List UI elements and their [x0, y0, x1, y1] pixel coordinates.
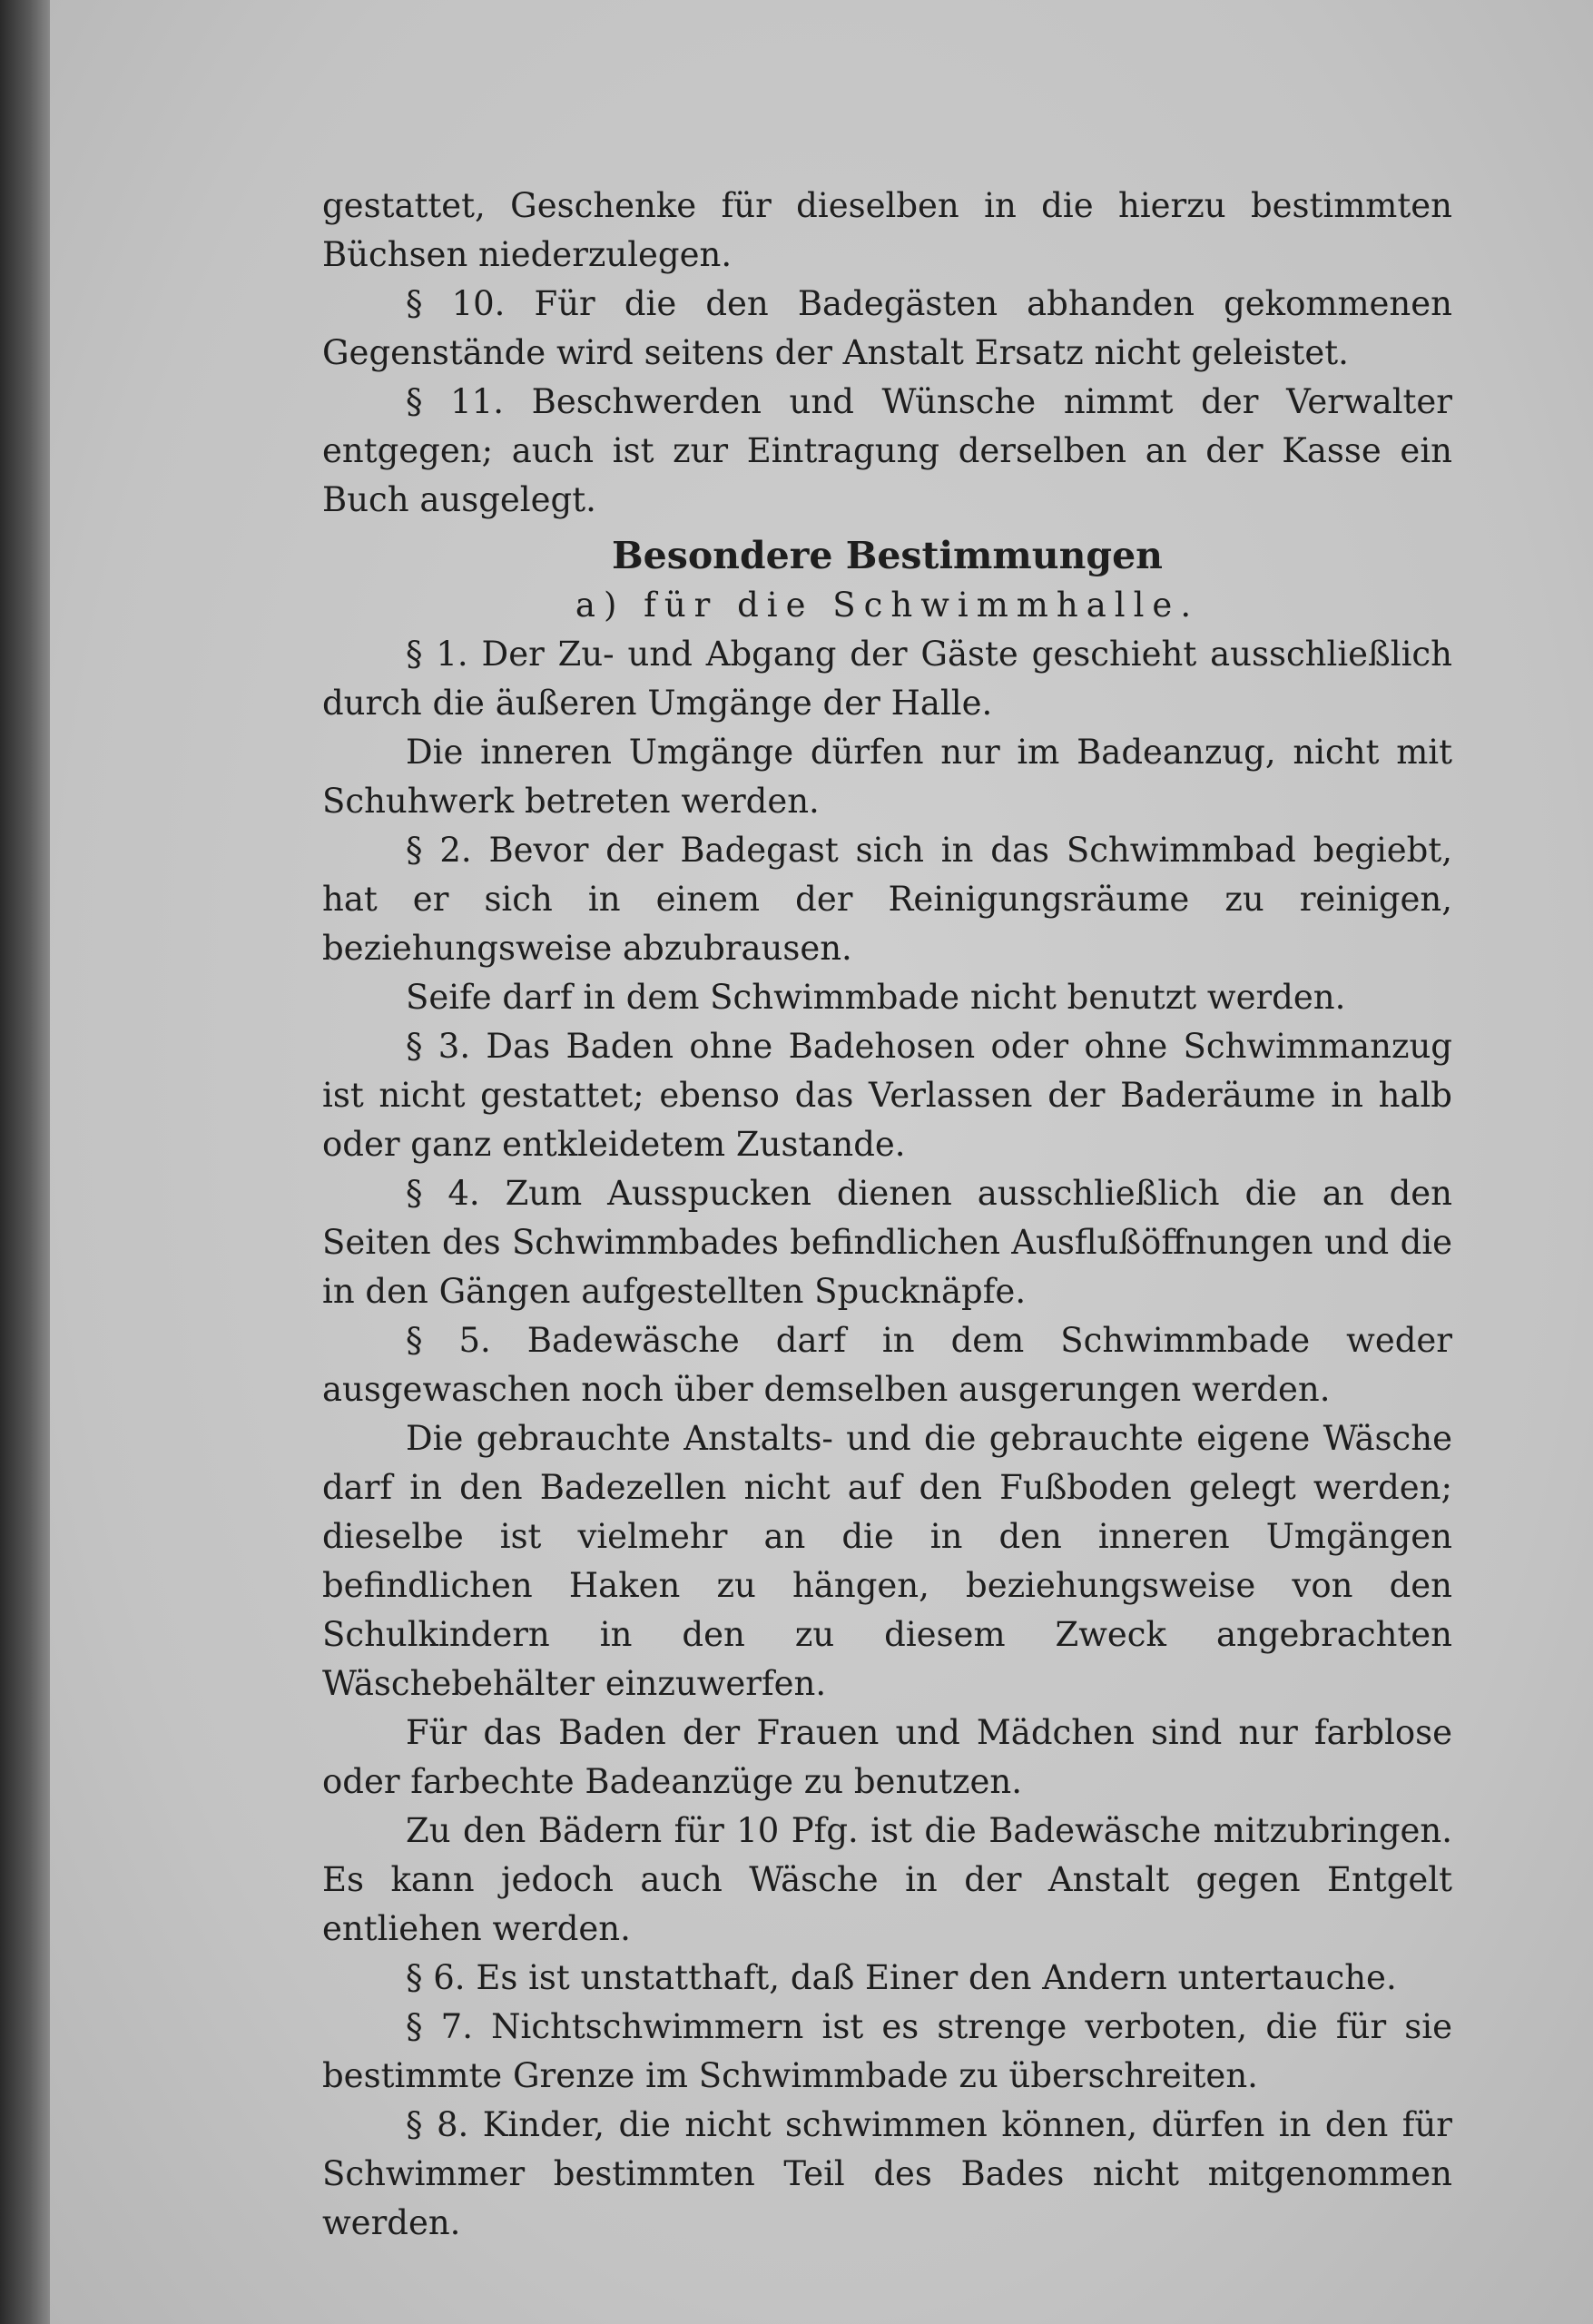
paragraph-section-10: § 10. Für die den Badegästen abhanden gekommenen Gegenstände wird seitens der Anstalt Ersatz nicht geleistet.: [322, 284, 1452, 372]
paragraph-rule-5: § 5. Badewäsche darf in dem Schwimmbade weder ausgewaschen noch über demselben ausgerungen werden.: [322, 1321, 1452, 1409]
paragraph-rule-1: § 1. Der Zu- und Abgang der Gäste geschieht ausschließlich durch die äußeren Umgänge der Halle.: [322, 635, 1452, 723]
paragraph-rule-3: § 3. Das Baden ohne Badehosen oder ohne Schwimmanzug ist nicht gestattet; ebenso das Verlassen der Baderäume in halb oder ganz entkleidetem Zustande.: [322, 1027, 1452, 1164]
paragraph-rule-2b: Seife darf in dem Schwimmbade nicht benutzt werden.: [406, 978, 1346, 1017]
book-page: [50, 0, 1593, 2324]
paragraph-rule-1b: Die inneren Umgänge dürfen nur im Badeanzug, nicht mit Schuhwerk betreten werden.: [322, 733, 1452, 821]
paragraph-rule-2: § 2. Bevor der Badegast sich in das Schwimmbad begiebt, hat er sich in einem der Reinigungsräume zu reinigen, beziehungsweise abzubrausen.: [322, 831, 1452, 968]
page-text: [322, 182, 1452, 2248]
book-spine-shadow: [0, 0, 50, 2324]
section-subheading: a) für die Schwimmhalle.: [575, 586, 1200, 625]
paragraph-rule-5b: Die gebrauchte Anstalts- und die gebrauchte eigene Wäsche darf in den Badezellen nicht auf den Fußboden gelegt werden; dieselbe ist vielmehr an die in den inneren Umgängen befindlichen Haken zu hängen, beziehungsweise von den Schulkindern in den zu diesem Zweck angebrachten Wäschebehälter einzuwerfen.: [322, 1419, 1452, 1703]
section-heading: Besondere Bestimmungen: [612, 534, 1163, 577]
paragraph-rule-7: § 7. Nichtschwimmern ist es strenge verboten, die für sie bestimmte Grenze im Schwimmbade zu überschreiten.: [322, 2007, 1452, 2095]
paragraph-rule-8: § 8. Kinder, die nicht schwimmen können, dürfen in den für Schwimmer bestimmten Teil des Bades nicht mitgenommen werden.: [322, 2105, 1452, 2242]
paragraph-rule-4: § 4. Zum Ausspucken dienen ausschließlich die an den Seiten des Schwimmbades befindlichen Ausflußöffnungen und die in den Gängen aufgestellten Spucknäpfe.: [322, 1174, 1452, 1311]
paragraph-section-11: § 11. Beschwerden und Wünsche nimmt der Verwalter entgegen; auch ist zur Eintragung derselben an der Kasse ein Buch ausgelegt.: [322, 382, 1452, 519]
paragraph-intro: gestattet, Geschenke für dieselben in die hierzu bestimmten Büchsen niederzulegen.: [322, 186, 1452, 274]
paragraph-rule-5d: Zu den Bädern für 10 Pfg. ist die Badewäsche mitzubringen. Es kann jedoch auch Wäsche in der Anstalt gegen Entgelt entliehen werden.: [322, 1811, 1452, 1948]
paragraph-rule-5c: Für das Baden der Frauen und Mädchen sind nur farblose oder farbechte Badeanzüge zu benutzen.: [322, 1713, 1452, 1801]
paragraph-rule-6: § 6. Es ist unstatthaft, daß Einer den Andern untertauche.: [406, 1958, 1397, 1997]
